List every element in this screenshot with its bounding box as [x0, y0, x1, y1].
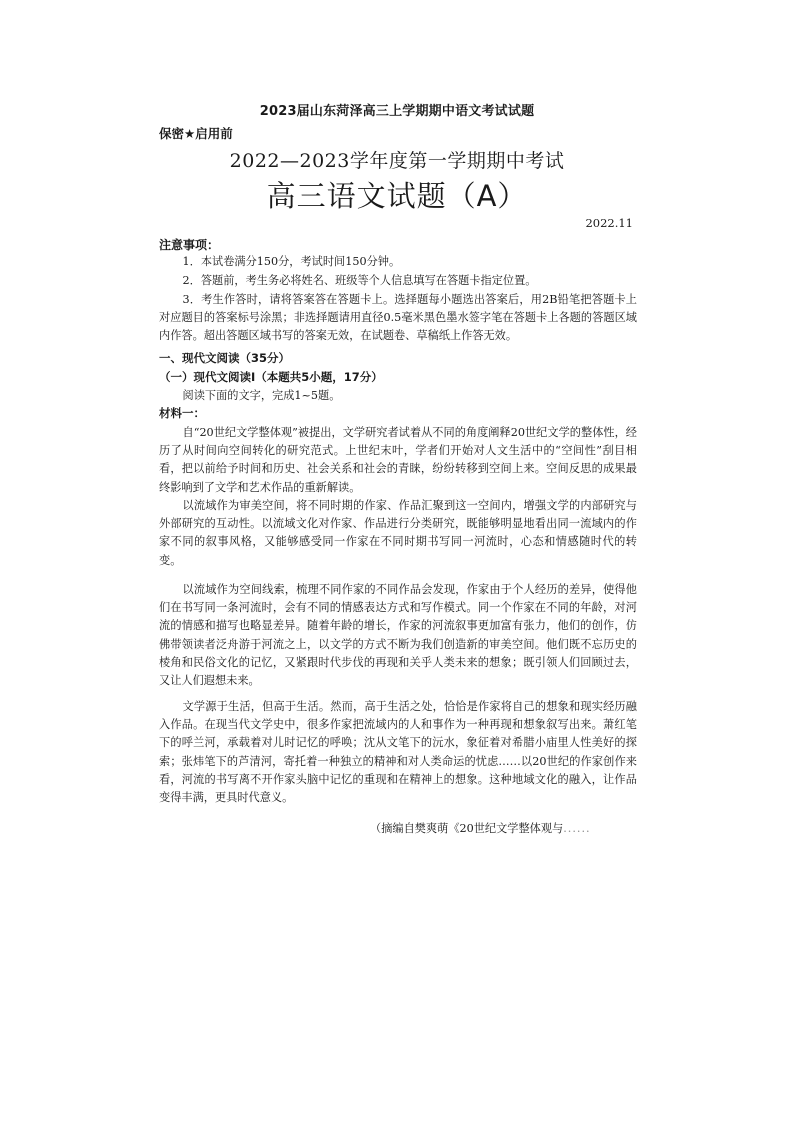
paragraph-4: 文学源于生活，但高于生活。然而，高于生活之处，恰恰是作家将自己的想象和现实经历融入作品。在现当代文学史中，很多作家把流域内的人和事作为一种再现和想象叙写出来。萧红笔下的呼兰河，承载着对儿时记忆的呼唤；沈从文笔下的沅水，象征着对希腊小庙里人性美好的探索；张炜笔下的芦清河，寄托着一种独立的精神和对人类命运的忧虑……以20世纪的作家创作来看，河流的书写离不开作家头脑中记忆的重现和在精神上的想象。这种地域文化的融入，让作品变得丰满，更具时代意义。	[159, 700, 637, 805]
paragraph-2: 以流域作为审美空间，将不同时期的作家、作品汇聚到这一空间内，增强文学的内部研究与外部研究的互动性。以流域文化对作家、作品进行分类研究，既能够明显地看出同一流域内的作家不同的叙事风格，又能够感受同一作家在不同时期书写同一河流时，心态和情感随时代的转变。	[159, 499, 637, 567]
notice-item-1: 1．本试卷满分150分，考试时间150分钟。	[182, 255, 401, 268]
document-title: 2023届山东菏泽高三上学期期中语文考试试题	[259, 104, 535, 119]
confidential-label: 保密★启用前	[159, 126, 233, 141]
section-heading: 一、现代文阅读（35分）	[159, 351, 291, 365]
reading-instruction: 阅读下面的文字，完成1~5题。	[182, 389, 341, 402]
exam-term-title: 2022—2023学年度第一学期期中考试	[229, 150, 565, 172]
exam-date: 2022.11	[585, 216, 633, 230]
notice-item-3: 3．考生作答时，请将答案答在答题卡上。选择题每小题选出答案后，用2B铅笔把答题卡上对应题目的答案标号涂黑；非选择题请用直径0.5毫米黑色墨水签字笔在答题卡上各题的答题区域内作答。超出答题区域书写的答案无效，在试题卷、草稿纸上作答无效。	[159, 293, 637, 343]
notice-item-2: 2．答题前，考生务必将姓名、班级等个人信息填写在答题卡指定位置。	[182, 274, 537, 287]
source-citation	[370, 820, 640, 836]
material-label: 材料一：	[159, 406, 205, 420]
paragraph-3: 以流域作为空间线索，梳理不同作家的不同作品会发现，作家由于个人经历的差异，使得他们在书写同一条河流时，会有不同的情感表达方式和写作模式。同一个作家在不同的年龄，对河流的情感和描写也略显差异。随着年龄的增长，作家的河流叙事更加富有张力，他们的创作，仿佛带领读者泛舟游于河流之上，以文学的方式不断为我们创造新的审美空间。他们既不忘历史的棱角和民俗文化的记忆，又紧跟时代步伐的再现和关乎人类未来的想象；既引领人们回顾过去，又让人们遐想未来。	[159, 583, 637, 688]
source-citation-faded: ......	[563, 822, 591, 835]
exam-name-title: 高三语文试题（A）	[266, 179, 528, 213]
notice-heading: 注意事项：	[159, 238, 220, 252]
paragraph-1: 自“20世纪文学整体观”被提出，文学研究者试着从不同的角度阐释20世纪文学的整体性，经历了从时间向空间转化的研究范式。上世纪末叶，学者们开始对人文生活中的“空间性”刮目相看，把以前给予时间和历史、社会关系和社会的青睐，纷纷转移到空间上来。空间反思的成果最终影响到了文学和艺术作品的重新解读。	[159, 426, 637, 494]
source-citation-text: （摘编自樊爽萌《20世纪文学整体观与	[370, 822, 564, 835]
subsection-heading: （一）现代文阅读Ⅰ（本题共5小题，17分）	[159, 370, 383, 384]
